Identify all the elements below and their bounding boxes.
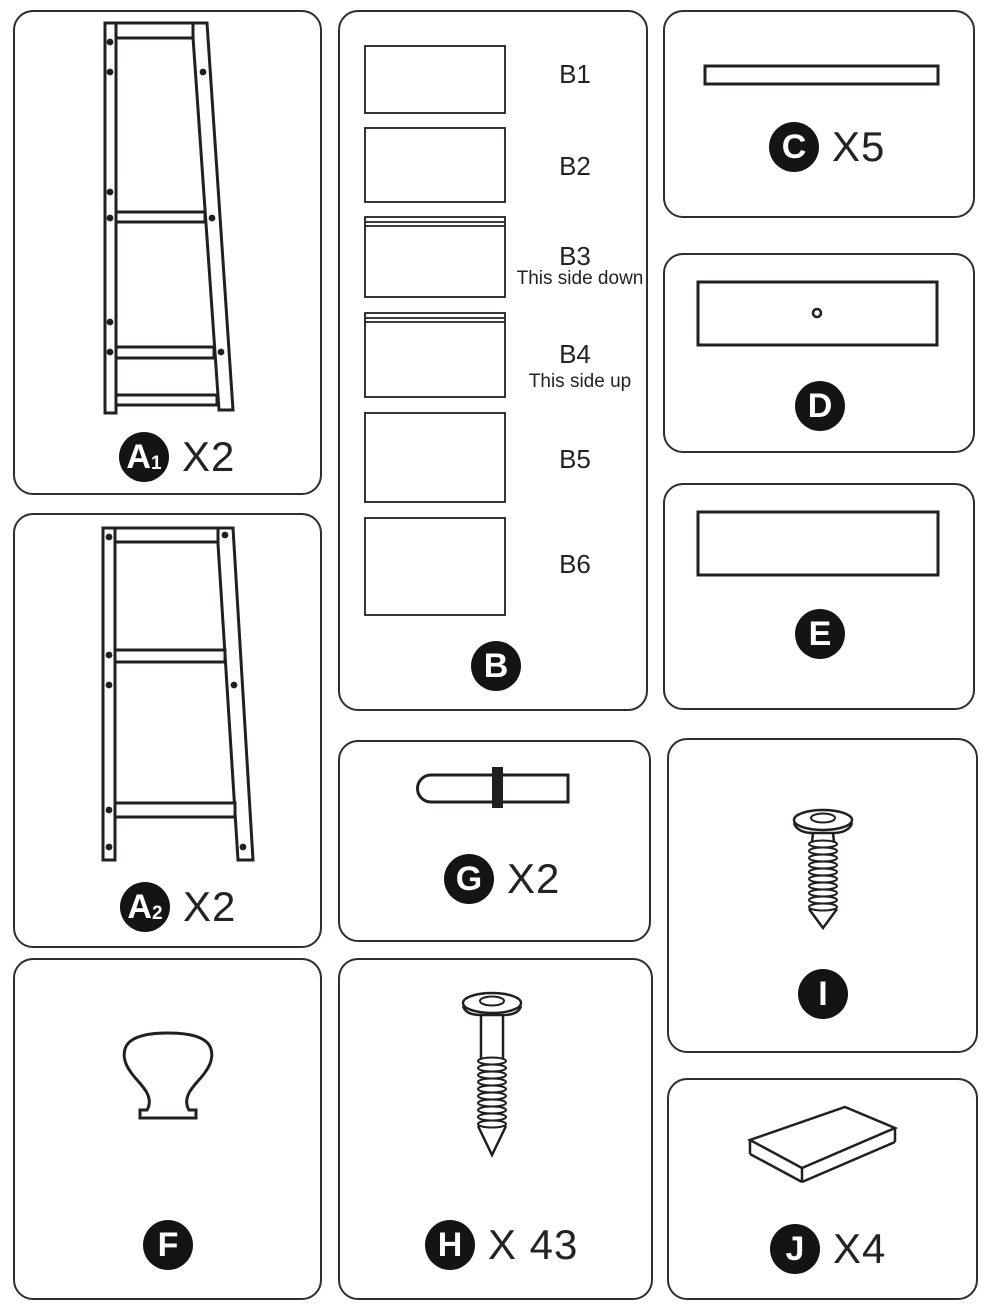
part-box-j bbox=[667, 1078, 978, 1300]
part-badge-e bbox=[795, 609, 845, 659]
badge-letter: A bbox=[127, 888, 152, 926]
part-badge-a1 bbox=[119, 432, 169, 482]
part-caption-h bbox=[425, 1220, 578, 1270]
part-caption-a2 bbox=[120, 882, 236, 932]
part-caption-f bbox=[143, 1220, 193, 1270]
panel-label-b5: B5 bbox=[559, 444, 591, 474]
part-quantity: X2 bbox=[507, 855, 561, 902]
part-caption-g bbox=[444, 854, 560, 904]
ladder-frame-a1-drawing bbox=[13, 10, 322, 495]
part-caption-d bbox=[795, 381, 845, 431]
panel-note-b3: This side down bbox=[516, 268, 644, 289]
badge-letter: G bbox=[455, 860, 483, 898]
dowel-drawing bbox=[338, 740, 651, 942]
part-badge-g bbox=[444, 854, 494, 904]
badge-subscript: 2 bbox=[151, 903, 163, 924]
part-caption-a1 bbox=[119, 432, 235, 482]
badge-letter: F bbox=[157, 1226, 179, 1264]
badge-subscript: 1 bbox=[150, 453, 162, 474]
part-badge-f bbox=[143, 1220, 193, 1270]
part-badge-j bbox=[770, 1224, 820, 1274]
slat-drawing bbox=[663, 10, 975, 218]
part-badge-a2 bbox=[120, 882, 170, 932]
part-box-d bbox=[663, 253, 975, 453]
part-badge-h bbox=[425, 1220, 475, 1270]
badge-letter: A bbox=[126, 438, 151, 476]
panel-label-b4: B4 bbox=[559, 339, 591, 369]
badge-letter: J bbox=[785, 1230, 805, 1268]
part-caption-i bbox=[798, 969, 848, 1019]
part-box-i bbox=[667, 738, 978, 1053]
part-box-e bbox=[663, 483, 975, 710]
panel-note-b4: This side up bbox=[528, 371, 632, 392]
part-quantity: X 43 bbox=[488, 1221, 579, 1268]
panel-label-b6: B6 bbox=[559, 549, 591, 579]
part-quantity: X5 bbox=[832, 123, 886, 170]
badge-letter: B bbox=[483, 647, 509, 685]
part-box-a2 bbox=[13, 513, 322, 948]
part-caption-j bbox=[770, 1224, 886, 1274]
part-box-b bbox=[338, 10, 648, 711]
part-quantity: X4 bbox=[833, 1225, 887, 1272]
part-badge-d bbox=[795, 381, 845, 431]
part-box-f bbox=[13, 958, 322, 1300]
part-badge-i bbox=[798, 969, 848, 1019]
part-caption-c bbox=[769, 122, 885, 172]
part-quantity: X2 bbox=[182, 433, 236, 480]
panel-label-b2: B2 bbox=[559, 151, 591, 181]
badge-letter: H bbox=[437, 1226, 463, 1264]
part-box-a1 bbox=[13, 10, 322, 495]
part-badge-b bbox=[471, 641, 521, 691]
part-box-c bbox=[663, 10, 975, 218]
part-quantity: X2 bbox=[183, 883, 237, 930]
badge-letter: C bbox=[781, 128, 807, 166]
part-box-h bbox=[338, 958, 653, 1300]
plain-panel-drawing bbox=[663, 483, 975, 710]
part-caption-e bbox=[795, 609, 845, 659]
badge-letter: D bbox=[807, 387, 833, 425]
badge-letter: E bbox=[808, 615, 832, 653]
panel-label-b3: B3 bbox=[559, 241, 591, 271]
badge-letter: I bbox=[818, 975, 828, 1013]
part-caption-b bbox=[471, 641, 521, 691]
part-badge-c bbox=[769, 122, 819, 172]
panel-label-b1: B1 bbox=[559, 59, 591, 89]
part-box-g bbox=[338, 740, 651, 942]
